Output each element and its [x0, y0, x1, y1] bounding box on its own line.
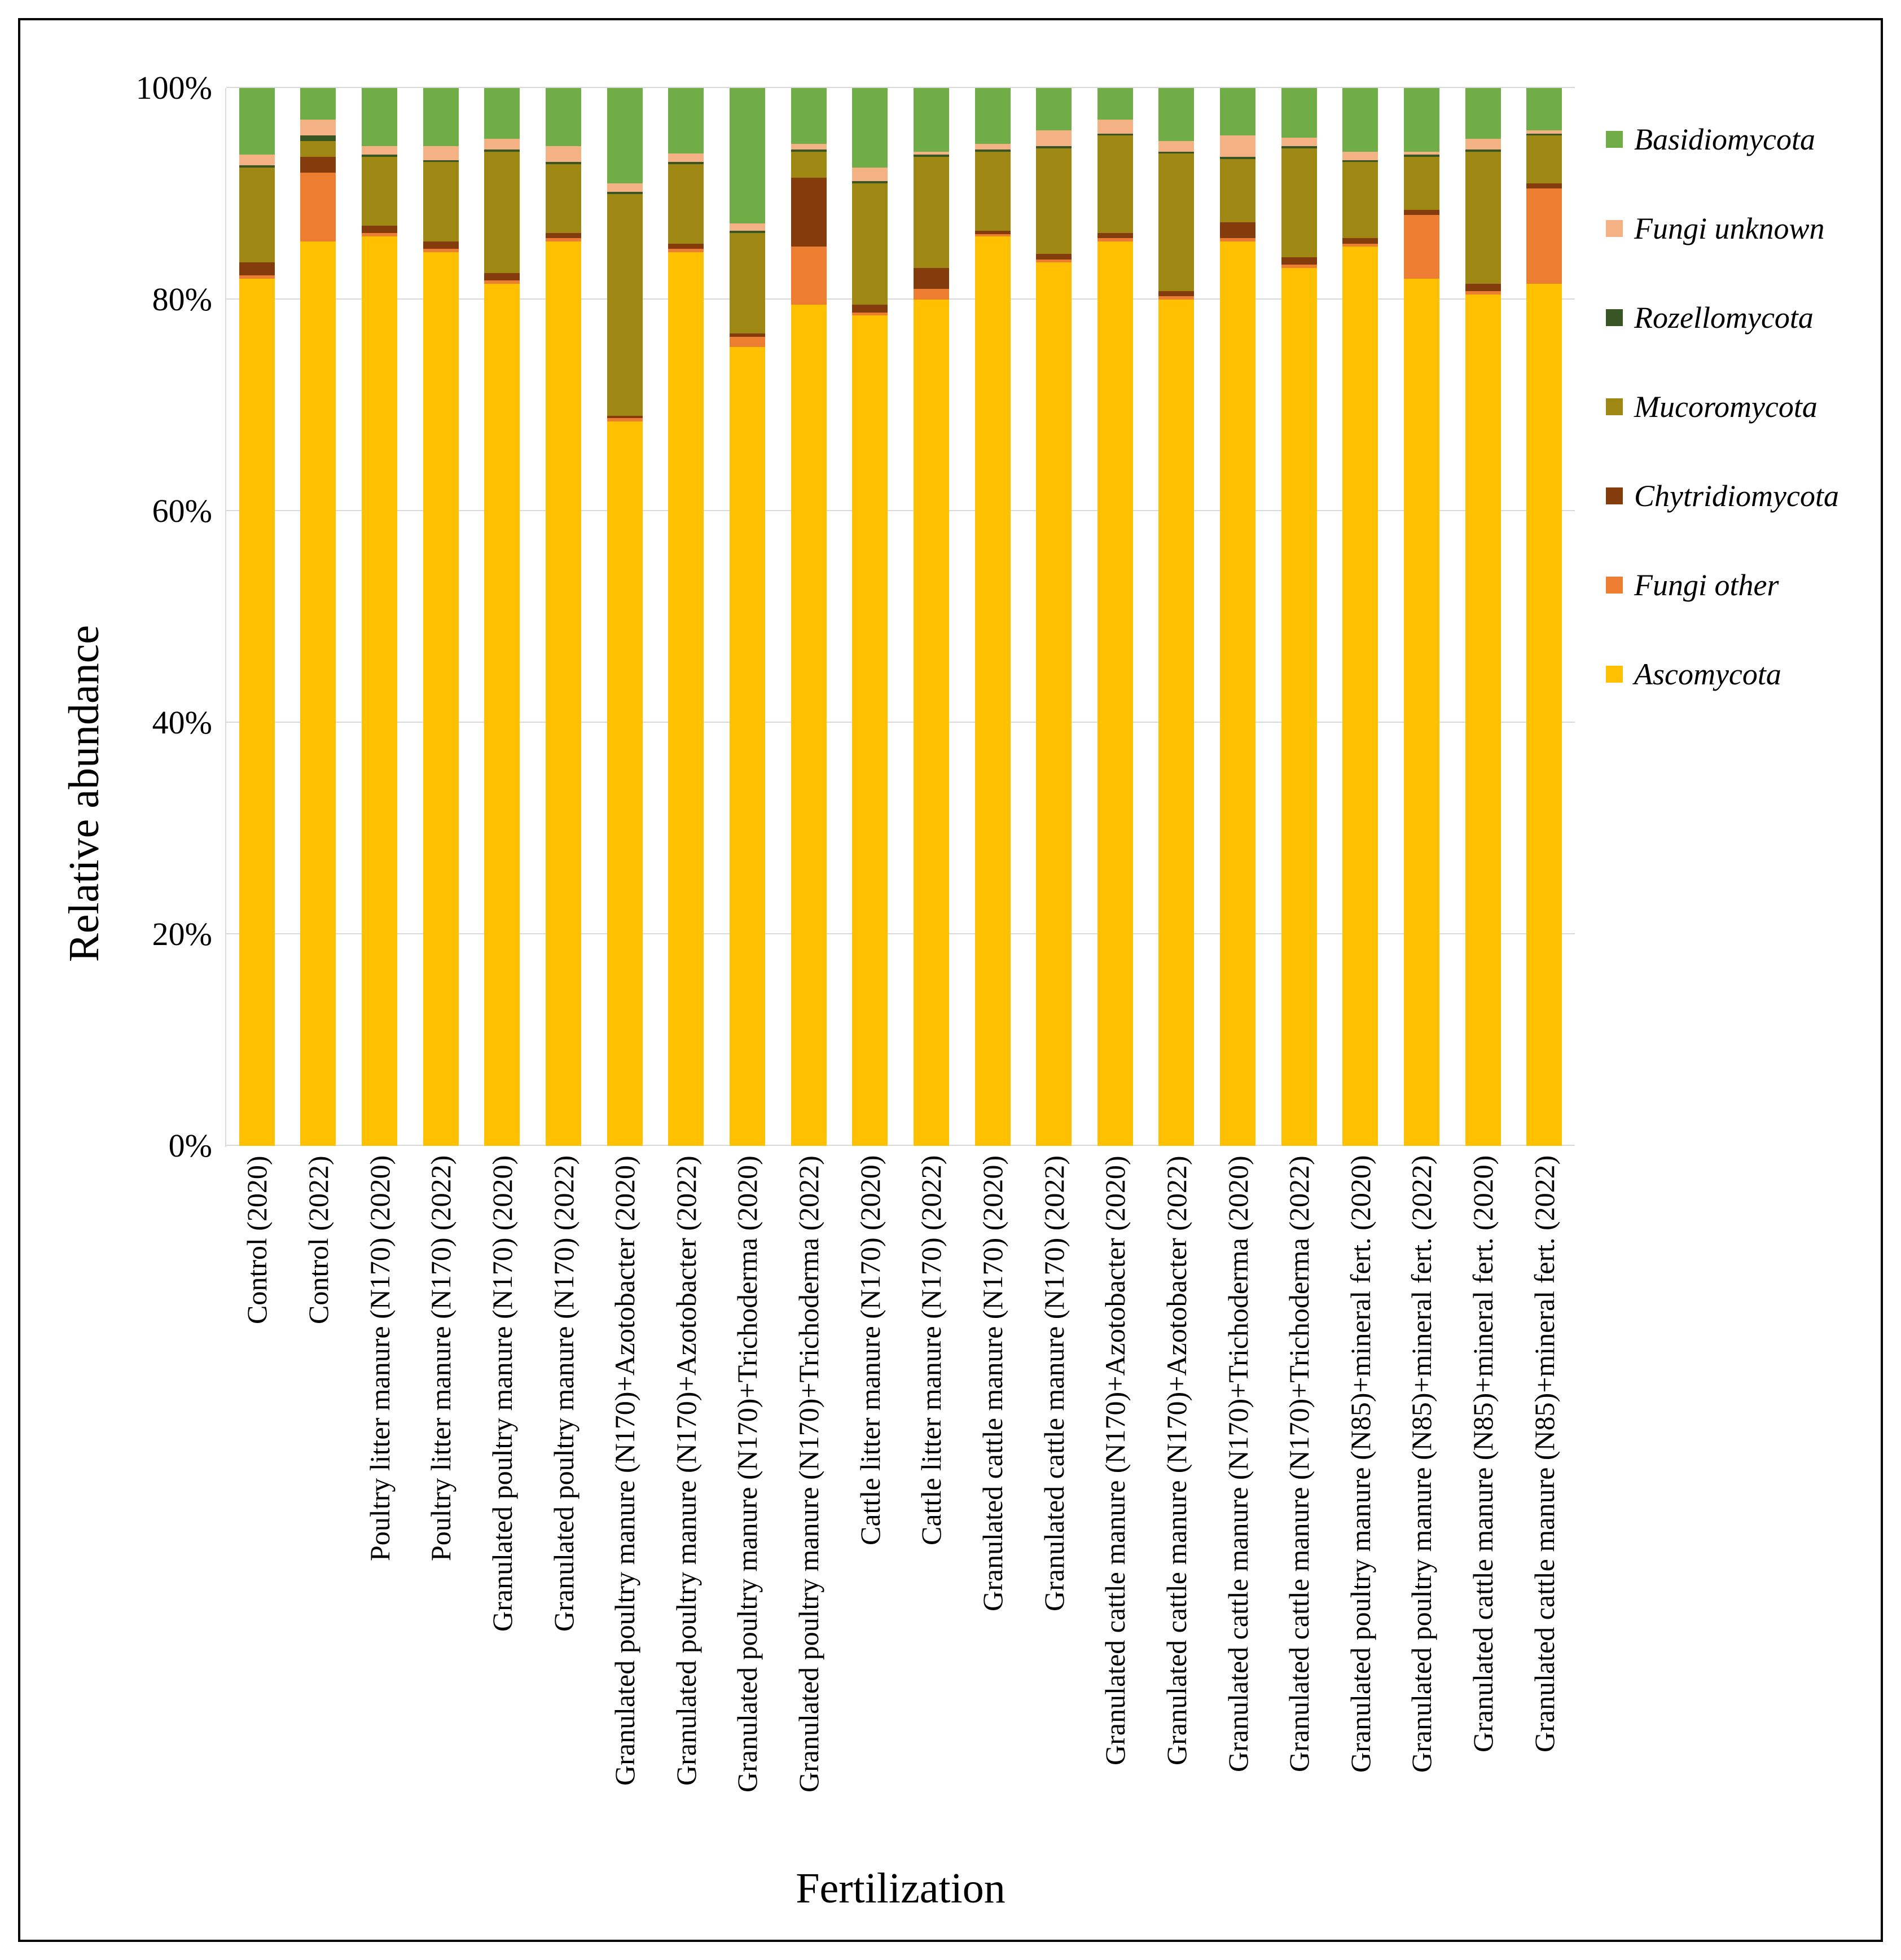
stacked-bar: [546, 88, 581, 1146]
bar-segment-fungi-unknown: [1465, 139, 1501, 150]
bar-segment-basidiomycota: [239, 88, 275, 155]
bar-segment-basidiomycota: [546, 88, 581, 146]
x-category-label: Granulated poultry manure (N170)+Azotobacter (2020): [609, 1155, 641, 1786]
bar-segment-basidiomycota: [914, 88, 949, 152]
bar-segment-fungi-unknown: [1158, 141, 1194, 152]
bar-segment-mucoromycota: [730, 233, 765, 333]
bar-segment-mucoromycota: [668, 164, 704, 244]
x-category-labels: [226, 1155, 1575, 1864]
legend-swatch-icon: [1606, 220, 1623, 237]
bar-segment-chytridiomycota: [546, 233, 581, 238]
bar-segment-mucoromycota: [607, 194, 643, 416]
bar-segment-ascomycota: [546, 241, 581, 1146]
bar-segment-fungi-unknown: [975, 144, 1011, 149]
bar-segment-ascomycota: [1220, 241, 1255, 1146]
bar-segment-mucoromycota: [1465, 152, 1501, 284]
stacked-bar: [1036, 88, 1072, 1146]
bar-segment-mucoromycota: [1404, 157, 1439, 210]
bar-segment-fungi-unknown: [300, 120, 336, 135]
stacked-bar: [852, 88, 888, 1146]
bar-segment-ascomycota: [791, 305, 827, 1146]
bar-segment-fungi-unknown: [1220, 135, 1255, 157]
bar-slot: [288, 88, 349, 1146]
x-label-slot: [1391, 1155, 1452, 1864]
y-tick-label: 20%: [152, 916, 212, 952]
x-category-label: Granulated cattle manure (N170)+Azotobacter (2020): [1099, 1155, 1131, 1765]
x-category-label: Control (2020): [241, 1155, 273, 1324]
x-category-label: Cattle litter manure (N170) (2020): [854, 1155, 886, 1546]
y-tick-label: 100%: [135, 69, 212, 106]
bar-slot: [1085, 88, 1146, 1146]
bar-segment-fungi-other: [791, 247, 827, 305]
x-label-slot: [962, 1155, 1024, 1864]
x-label-slot: [1085, 1155, 1146, 1864]
bar-slot: [1146, 88, 1208, 1146]
legend-swatch-icon: [1606, 577, 1623, 594]
stacked-bar: [1158, 88, 1194, 1146]
bar-segment-basidiomycota: [975, 88, 1011, 144]
bar-segment-fungi-unknown: [484, 139, 520, 150]
legend-swatch-icon: [1606, 131, 1623, 148]
bar-segment-chytridiomycota: [239, 262, 275, 275]
legend-item-fungi-other: [1606, 568, 1839, 603]
bar-segment-basidiomycota: [730, 88, 765, 223]
x-category-label: Granulated poultry manure (N170)+Trichoderma (2022): [793, 1155, 825, 1792]
bar-slot: [1391, 88, 1452, 1146]
x-label-slot: [778, 1155, 840, 1864]
stacked-bar: [914, 88, 949, 1146]
bar-segment-chytridiomycota: [791, 178, 827, 247]
bar-slot: [901, 88, 962, 1146]
bar-segment-basidiomycota: [423, 88, 459, 146]
bar-segment-basidiomycota: [1097, 88, 1133, 120]
bar-segment-ascomycota: [239, 279, 275, 1146]
x-label-slot: [717, 1155, 778, 1864]
bar-segment-mucoromycota: [1158, 153, 1194, 291]
x-category-label: Granulated poultry manure (N170)+Trichoderma (2020): [731, 1155, 763, 1792]
bar-segment-basidiomycota: [1465, 88, 1501, 139]
x-label-slot: [839, 1155, 901, 1864]
bar-segment-chytridiomycota: [1465, 284, 1501, 291]
x-label-slot: [1452, 1155, 1514, 1864]
legend-item-fungi-unknown: [1606, 211, 1839, 246]
x-category-label: Granulated cattle manure (N170) (2022): [1038, 1155, 1070, 1612]
x-label-slot: [1207, 1155, 1268, 1864]
bar-slot: [226, 88, 288, 1146]
legend-swatch-icon: [1606, 309, 1623, 326]
bar-segment-basidiomycota: [1158, 88, 1194, 141]
bar-segment-fungi-unknown: [1036, 130, 1072, 146]
bars: [226, 88, 1575, 1146]
bar-slot: [1023, 88, 1085, 1146]
stacked-bar: [730, 88, 765, 1146]
bar-segment-ascomycota: [1465, 295, 1501, 1146]
bar-slot: [655, 88, 717, 1146]
stacked-bar: [668, 88, 704, 1146]
y-tick-label: 60%: [152, 493, 212, 529]
x-category-label: Poultry litter manure (N170) (2022): [425, 1155, 457, 1562]
bar-segment-fungi-unknown: [239, 155, 275, 165]
bar-segment-mucoromycota: [1036, 148, 1072, 254]
bar-segment-chytridiomycota: [1036, 254, 1072, 259]
bar-segment-chytridiomycota: [1097, 233, 1133, 238]
bar-segment-fungi-unknown: [423, 146, 459, 160]
stacked-bar: [1342, 88, 1378, 1146]
bar-segment-chytridiomycota: [1158, 291, 1194, 296]
bar-segment-ascomycota: [852, 315, 888, 1146]
bar-slot: [533, 88, 594, 1146]
x-label-slot: [410, 1155, 472, 1864]
bar-segment-ascomycota: [484, 284, 520, 1146]
bar-slot: [1207, 88, 1268, 1146]
bar-segment-ascomycota: [300, 241, 336, 1146]
x-label-slot: [1268, 1155, 1330, 1864]
x-label-slot: [1330, 1155, 1391, 1864]
x-category-label: Granulated poultry manure (N85)+mineral fert. (2022): [1406, 1155, 1438, 1773]
bar-slot: [839, 88, 901, 1146]
bar-segment-fungi-other: [1404, 215, 1439, 279]
x-category-label: Granulated cattle manure (N170)+Azotobacter (2022): [1160, 1155, 1192, 1765]
x-label-slot: [655, 1155, 717, 1864]
bar-slot: [349, 88, 410, 1146]
x-category-label: Granulated cattle manure (N85)+mineral fert. (2020): [1467, 1155, 1499, 1753]
bar-segment-ascomycota: [1036, 262, 1072, 1146]
legend-item-mucoromycota: [1606, 389, 1839, 424]
bar-slot: [1330, 88, 1391, 1146]
bar-segment-mucoromycota: [300, 141, 336, 157]
legend-item-chytridiomycota: [1606, 478, 1839, 513]
y-tick-labels: [71, 69, 212, 1164]
bar-segment-mucoromycota: [546, 164, 581, 233]
stacked-bar: [300, 88, 336, 1146]
x-label-slot: [901, 1155, 962, 1864]
bar-segment-ascomycota: [1342, 247, 1378, 1146]
bar-segment-basidiomycota: [1036, 88, 1072, 130]
stacked-bar: [239, 88, 275, 1146]
stacked-bar: [1526, 88, 1562, 1146]
y-axis-title: Relative abundance: [60, 625, 108, 962]
bar-segment-fungi-unknown: [1097, 120, 1133, 133]
bar-segment-ascomycota: [1526, 284, 1562, 1146]
stacked-bar: [1220, 88, 1255, 1146]
bar-segment-basidiomycota: [1342, 88, 1378, 152]
bar-segment-mucoromycota: [362, 157, 397, 226]
x-axis-title: Fertilization: [796, 1865, 1006, 1912]
legend-label: Fungi unknown: [1634, 212, 1825, 245]
bar-segment-mucoromycota: [1220, 159, 1255, 223]
bar-segment-mucoromycota: [914, 157, 949, 268]
stacked-bar: [1465, 88, 1501, 1146]
bar-segment-ascomycota: [1097, 241, 1133, 1146]
x-label-slot: [1513, 1155, 1575, 1864]
stacked-bar: [1097, 88, 1133, 1146]
bar-segment-chytridiomycota: [1220, 222, 1255, 238]
figure-frame: [18, 18, 1883, 1942]
bar-segment-chytridiomycota: [1526, 183, 1562, 188]
x-category-label: Granulated cattle manure (N170)+Trichoderma (2020): [1222, 1155, 1254, 1772]
bar-slot: [778, 88, 840, 1146]
bar-segment-ascomycota: [423, 252, 459, 1146]
bar-slot: [1513, 88, 1575, 1146]
bar-slot: [962, 88, 1024, 1146]
bar-segment-fungi-unknown: [546, 146, 581, 162]
bar-segment-ascomycota: [607, 421, 643, 1146]
bar-segment-ascomycota: [668, 252, 704, 1146]
stacked-bar: [362, 88, 397, 1146]
legend-swatch-icon: [1606, 487, 1623, 504]
bar-segment-ascomycota: [362, 236, 397, 1146]
stacked-bar: [975, 88, 1011, 1146]
x-category-label: Control (2022): [302, 1155, 334, 1324]
bar-segment-fungi-unknown: [607, 183, 643, 192]
bar-segment-basidiomycota: [607, 88, 643, 183]
bar-segment-ascomycota: [975, 236, 1011, 1146]
x-category-label: Poultry litter manure (N170) (2020): [363, 1155, 396, 1562]
bar-segment-basidiomycota: [668, 88, 704, 153]
bar-segment-chytridiomycota: [484, 273, 520, 280]
y-tick-label: 40%: [152, 704, 212, 741]
stacked-bar: [1404, 88, 1439, 1146]
x-label-slot: [1146, 1155, 1208, 1864]
stacked-bar: [607, 88, 643, 1146]
y-tick-label: 80%: [152, 281, 212, 318]
y-tick-label: 0%: [168, 1127, 212, 1164]
legend-swatch-icon: [1606, 666, 1623, 683]
bar-segment-mucoromycota: [1097, 135, 1133, 233]
legend-item-rozellomycota: [1606, 300, 1839, 335]
bar-segment-ascomycota: [914, 300, 949, 1146]
bar-segment-basidiomycota: [791, 88, 827, 144]
legend-label: Ascomycota: [1634, 657, 1781, 691]
legend-label: Fungi other: [1634, 568, 1779, 602]
legend-item-ascomycota: [1606, 657, 1839, 692]
bar-segment-mucoromycota: [239, 168, 275, 263]
bar-segment-fungi-unknown: [668, 153, 704, 162]
stacked-bar: [423, 88, 459, 1146]
bar-segment-mucoromycota: [852, 183, 888, 305]
x-category-label: Granulated cattle manure (N170)+Trichoderma (2022): [1283, 1155, 1315, 1772]
bar-segment-chytridiomycota: [423, 241, 459, 249]
bar-segment-mucoromycota: [1526, 135, 1562, 183]
legend-label: Chytridiomycota: [1634, 479, 1839, 513]
legend-label: Rozellomycota: [1634, 301, 1814, 335]
bar-slot: [1452, 88, 1514, 1146]
bar-segment-chytridiomycota: [668, 244, 704, 249]
bar-segment-fungi-other: [914, 289, 949, 300]
bar-segment-fungi-unknown: [730, 223, 765, 231]
bar-segment-fungi-unknown: [791, 144, 827, 149]
bar-segment-ascomycota: [730, 347, 765, 1146]
x-label-slot: [226, 1155, 288, 1864]
bar-segment-basidiomycota: [852, 88, 888, 168]
bar-slot: [410, 88, 472, 1146]
bar-segment-fungi-other: [300, 173, 336, 241]
x-label-slot: [533, 1155, 594, 1864]
legend-item-basidiomycota: [1606, 122, 1839, 157]
bar-segment-mucoromycota: [791, 152, 827, 178]
legend-label: Mucoromycota: [1634, 390, 1817, 424]
bar-segment-fungi-unknown: [1342, 152, 1378, 160]
x-category-label: Granulated poultry manure (N85)+mineral fert. (2020): [1344, 1155, 1376, 1773]
bar-slot: [594, 88, 656, 1146]
x-label-slot: [1023, 1155, 1085, 1864]
x-label-slot: [594, 1155, 656, 1864]
bar-segment-mucoromycota: [423, 162, 459, 241]
bar-segment-mucoromycota: [1342, 162, 1378, 238]
x-label-slot: [288, 1155, 349, 1864]
bar-segment-fungi-other: [730, 337, 765, 348]
bar-segment-mucoromycota: [484, 152, 520, 274]
legend: [1606, 122, 1839, 692]
bar-segment-chytridiomycota: [852, 305, 888, 312]
stacked-bar: [791, 88, 827, 1146]
bar-segment-basidiomycota: [1404, 88, 1439, 152]
x-category-label: Granulated cattle manure (N85)+mineral fert. (2022): [1528, 1155, 1560, 1753]
bar-segment-chytridiomycota: [362, 226, 397, 233]
bar-slot: [1268, 88, 1330, 1146]
bar-segment-chytridiomycota: [914, 268, 949, 289]
bar-segment-ascomycota: [1281, 268, 1317, 1146]
bar-segment-chytridiomycota: [1404, 210, 1439, 215]
legend-label: Basidiomycota: [1634, 122, 1815, 156]
bar-segment-basidiomycota: [1526, 88, 1562, 130]
bar-segment-mucoromycota: [975, 152, 1011, 231]
x-category-label: Granulated poultry manure (N170) (2020): [486, 1155, 518, 1632]
bar-segment-basidiomycota: [362, 88, 397, 146]
stacked-bar: [1281, 88, 1317, 1146]
x-category-label: Granulated poultry manure (N170)+Azotobacter (2022): [670, 1155, 702, 1786]
plot-area: [226, 88, 1575, 1146]
bar-segment-rozellomycota: [300, 135, 336, 140]
bar-segment-fungi-unknown: [852, 168, 888, 181]
bar-segment-basidiomycota: [1281, 88, 1317, 138]
bar-segment-basidiomycota: [300, 88, 336, 120]
legend-swatch-icon: [1606, 398, 1623, 415]
stacked-bar: [484, 88, 520, 1146]
bar-segment-mucoromycota: [1281, 148, 1317, 257]
x-category-label: Cattle litter manure (N170) (2022): [915, 1155, 947, 1546]
x-label-slot: [349, 1155, 410, 1864]
bar-segment-fungi-unknown: [362, 146, 397, 155]
bar-segment-ascomycota: [1158, 300, 1194, 1146]
bar-slot: [472, 88, 533, 1146]
bar-segment-fungi-other: [1526, 188, 1562, 284]
bar-segment-fungi-unknown: [1281, 138, 1317, 146]
x-category-label: Granulated poultry manure (N170) (2022): [547, 1155, 579, 1632]
bar-segment-chytridiomycota: [1342, 238, 1378, 243]
x-category-label: Granulated cattle manure (N170) (2020): [977, 1155, 1008, 1612]
bar-segment-basidiomycota: [484, 88, 520, 139]
bar-segment-basidiomycota: [1220, 88, 1255, 135]
bar-segment-chytridiomycota: [1281, 257, 1317, 265]
bar-segment-ascomycota: [1404, 279, 1439, 1146]
x-label-slot: [472, 1155, 533, 1864]
bar-segment-chytridiomycota: [300, 157, 336, 173]
bar-slot: [717, 88, 778, 1146]
